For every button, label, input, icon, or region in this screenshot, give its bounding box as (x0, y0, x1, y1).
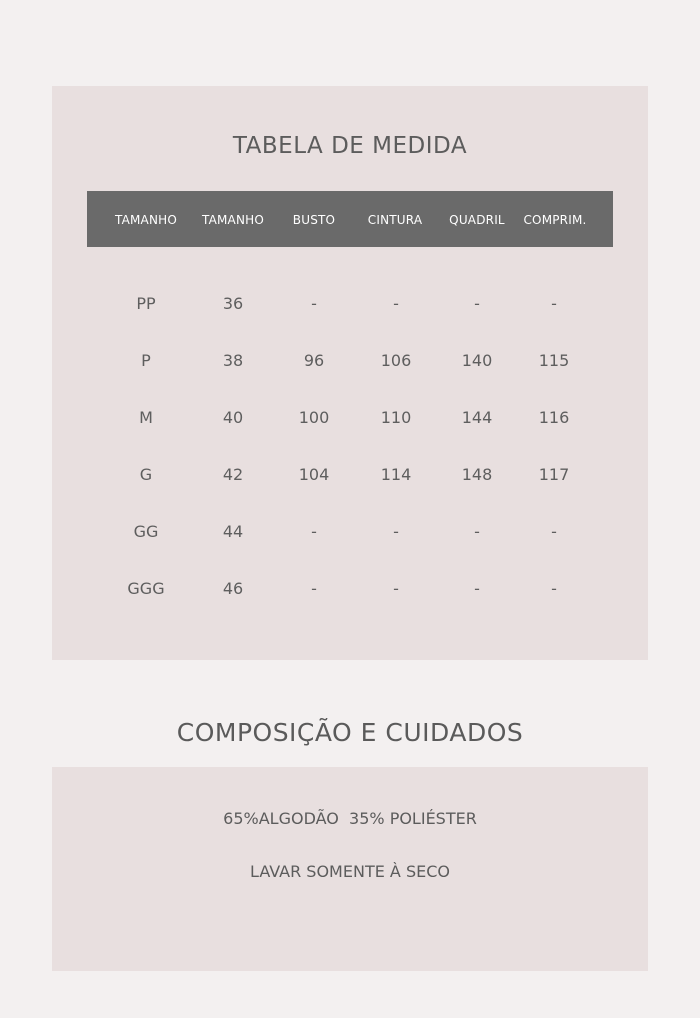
header-quadril: QUADRIL (449, 213, 505, 227)
table-row (52, 408, 648, 432)
care-instructions: LAVAR SOMENTE À SECO (250, 862, 450, 881)
table-row (52, 351, 648, 375)
comprimento-cell: - (551, 522, 557, 541)
comprimento-cell: 117 (538, 465, 570, 484)
comprimento-cell: 116 (538, 408, 570, 427)
cintura-cell: - (393, 294, 399, 313)
header-tamanho-number: TAMANHO (201, 213, 265, 227)
size-number-cell: 36 (222, 294, 244, 313)
comprimento-cell: 115 (538, 351, 570, 370)
table-row (52, 579, 648, 603)
header-busto: BUSTO (292, 213, 336, 227)
quadril-cell: - (474, 294, 480, 313)
table-row (52, 465, 648, 489)
quadril-cell: 148 (461, 465, 493, 484)
quadril-cell: - (474, 522, 480, 541)
comprimento-cell: - (551, 294, 557, 313)
size-number-cell: 38 (222, 351, 244, 370)
cintura-cell: - (393, 579, 399, 598)
comprimento-cell: - (551, 579, 557, 598)
cintura-cell: 114 (380, 465, 412, 484)
busto-cell: - (311, 522, 317, 541)
quadril-cell: 144 (461, 408, 493, 427)
cintura-cell: 106 (380, 351, 412, 370)
size-number-cell: 46 (222, 579, 244, 598)
size-letter-cell: M (139, 408, 153, 427)
size-table-title: TABELA DE MEDIDA (232, 133, 468, 159)
quadril-cell: 140 (461, 351, 493, 370)
busto-cell: 104 (298, 465, 330, 484)
size-letter-cell: G (139, 465, 153, 484)
header-comprimento: COMPRIM. (523, 213, 587, 227)
busto-cell: - (311, 579, 317, 598)
size-number-cell: 42 (222, 465, 244, 484)
composition-title: COMPOSIÇÃO E CUIDADOS (176, 718, 524, 747)
quadril-cell: - (474, 579, 480, 598)
cintura-cell: 110 (380, 408, 412, 427)
size-number-cell: 40 (222, 408, 244, 427)
size-letter-cell: GG (133, 522, 159, 541)
table-row (52, 522, 648, 546)
size-letter-cell: P (141, 351, 151, 370)
size-letter-cell: GGG (127, 579, 165, 598)
size-table-panel (52, 86, 648, 660)
header-tamanho-letter: TAMANHO (114, 213, 178, 227)
composition-panel (52, 767, 648, 971)
size-number-cell: 44 (222, 522, 244, 541)
busto-cell: 96 (303, 351, 325, 370)
busto-cell: - (311, 294, 317, 313)
cintura-cell: - (393, 522, 399, 541)
fabric-composition: 65%ALGODÃO 35% POLIÉSTER (223, 809, 477, 828)
size-letter-cell: PP (136, 294, 156, 313)
header-cintura: CINTURA (367, 213, 423, 227)
busto-cell: 100 (298, 408, 330, 427)
table-row (52, 294, 648, 318)
size-table-header (87, 191, 613, 247)
